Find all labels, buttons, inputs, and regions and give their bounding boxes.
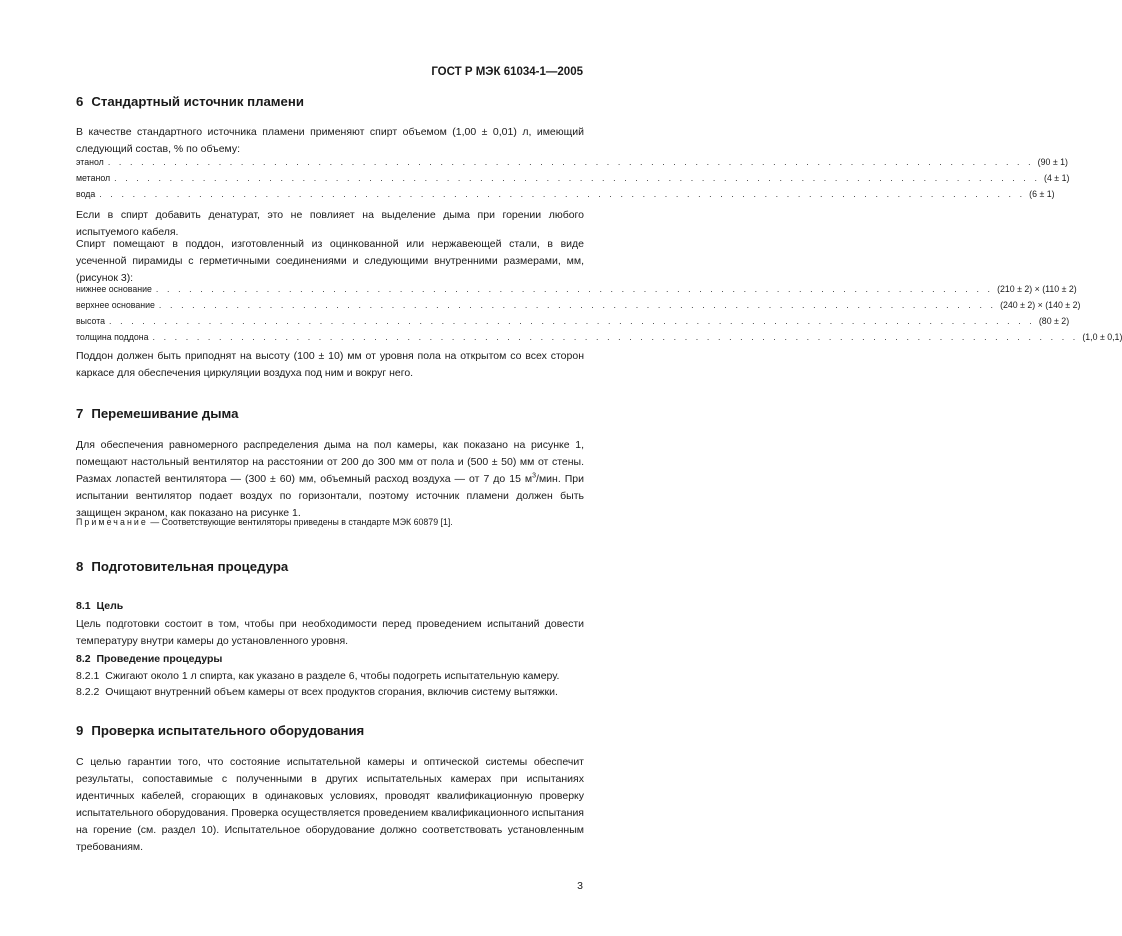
section-number: 6 [76,94,84,109]
row-label: метанол [76,173,111,183]
leader-dots: . . . . . . . . . . . . . . . . . . . . . . . . . . . . . . . . . . . . . . . . . . . . . . . . . . . . . . . . . . . . . . . . . . . . . . . . . . . . . . . . . . . . [99,189,1026,199]
section-9-heading [76,723,364,738]
row-label: нижнее основание [76,284,152,294]
section-9-body: С целью гарантии того, что состояние испытательной камеры и оптической системы обеспечит результаты, сопоставимые с полученными в других испытательных камерах при испытаниях идентичных кабелей, сгорающих в одинаковых условиях, проводят квалификационную проверку испытательного оборудования. Проверка осуществляется проведением квалификационного испытания на горение (см. раздел 10). Испытательное оборудование должно соответствовать установленным требованиям. [76,756,584,853]
tray-height-paragraph: Поддон должен быть приподнят на высоту (100 ± 10) мм от уровня пола на открытом со всех сторон каркасе для обеспечения циркуляции воздуха под ним и вокруг него. [76,350,584,379]
fan-note [76,517,453,527]
subsection-8-1-heading: 8.1 Цель [76,600,124,612]
composition-row [76,188,1055,201]
subsection-8-2-heading: 8.2 Проведение процедуры [76,653,223,665]
note-label: Примечание [76,517,148,527]
leader-dots: . . . . . . . . . . . . . . . . . . . . . . . . . . . . . . . . . . . . . . . . . . . . . . . . . . . . . . . . . . . . . . . . . . . . . . . . . . . . . . . . . . . . [114,173,1041,183]
leader-dots: . . . . . . . . . . . . . . . . . . . . . . . . . . . . . . . . . . . . . . . . . . . . . . . . . . . . . . . . . . . . . . . . . . . . . . . . . . . . . . . . . . . . [152,332,1079,342]
section-number: 9 [76,723,84,738]
leader-dots: . . . . . . . . . . . . . . . . . . . . . . . . . . . . . . . . . . . . . . . . . . . . . . . . . . . . . . . . . . . . . . . . . . . . . . . . . . . . [155,284,994,294]
section-6-intro: В качестве стандартного источника пламени применяют спирт объемом (1,00 ± 0,01) л, имеющий следующий состав, % по объему: [76,126,584,155]
row-label: вода [76,189,96,199]
step-8-2-2: 8.2.2 Очищают внутренний объем камеры от всех продуктов сгорания, включив систему вытяжки. [76,686,558,698]
row-value: (4 ± 1) [1044,173,1070,183]
leader-dots: . . . . . . . . . . . . . . . . . . . . . . . . . . . . . . . . . . . . . . . . . . . . . . . . . . . . . . . . . . . . . . . . . . . . . . . . . . . . . . . . . . . . [107,157,1034,167]
row-label: толщина поддона [76,332,149,342]
subsection-8-1-body: Цель подготовки состоит в том, чтобы при необходимости перед проведением испытаний довести температуру внутри камеры до установленного уровня. [76,618,584,647]
section-number: 8 [76,559,84,574]
section-title: Подготовительная процедура [91,559,289,574]
row-value: (1,0 ± 0,1) [1082,332,1122,342]
step-8-2-1: 8.2.1 Сжигают около 1 л спирта, как указано в разделе 6, чтобы подогреть испытательную камеру. [76,670,560,682]
row-value: (6 ± 1) [1029,189,1055,199]
section-7-heading [76,406,238,421]
composition-row [76,172,1070,185]
leader-dots: . . . . . . . . . . . . . . . . . . . . . . . . . . . . . . . . . . . . . . . . . . . . . . . . . . . . . . . . . . . . . . . . . . . . . . . . . . . . . . . . . . . . [109,316,1035,326]
row-label: высота [76,316,106,326]
row-value: (240 ± 2) × (140 ± 2) [1000,300,1081,310]
section-7-body: Для обеспечения равномерного распределения дыма на пол камеры, как показано на рисунке 1, помещают настольный вентилятор на расстоянии от 200 до 300 мм от пола и (500 ± 50) мм от стены. Размах лопастей вентилятора — (300 ± 60) мм, объемный расход воздуха — от 7 до 15 $м^3$/мин. При испытании вентилятор подает воздух по горизонтали, поэтому источник пламени должен быть защищен экраном, как показано на рисунке 1. [76,439,584,519]
section-8-heading [76,559,288,574]
standard-designation: ГОСТ Р МЭК 61034-1—2005 [431,66,583,78]
row-label: этанол [76,157,104,167]
leader-dots: . . . . . . . . . . . . . . . . . . . . . . . . . . . . . . . . . . . . . . . . . . . . . . . . . . . . . . . . . . . . . . . . . . . . . . . . . . . . [158,300,997,310]
section-number: 7 [76,406,84,421]
section-title: Стандартный источник пламени [91,94,304,109]
denaturant-paragraph: Если в спирт добавить денатурат, это не повлияет на выделение дыма при горении любого испытуемого кабеля. [76,209,584,238]
tray-paragraph: Спирт помещают в поддон, изготовленный из оцинкованной или нержавеющей стали, в виде усеченной пирамиды с герметичными соединениями и следующими внутренними размерами, мм, (рисунок 3): [76,238,584,284]
dimension-row [76,315,1070,328]
dimension-row [76,299,1081,312]
row-value: (210 ± 2) × (110 ± 2) [997,284,1077,294]
section-6-heading [76,94,304,109]
note-text: — Соответствующие вентиляторы приведены в стандарте МЭК 60879 [1]. [147,517,453,527]
row-value: (80 ± 2) [1038,316,1070,326]
section-title: Проверка испытательного оборудования [91,723,365,738]
row-label: верхнее основание [76,300,155,310]
dimension-row [76,283,1077,296]
page-number: 3 [577,880,583,892]
section-title: Перемешивание дыма [91,406,239,421]
dimension-row [76,331,1122,344]
composition-row [76,156,1068,169]
row-value: (90 ± 1) [1037,157,1068,167]
